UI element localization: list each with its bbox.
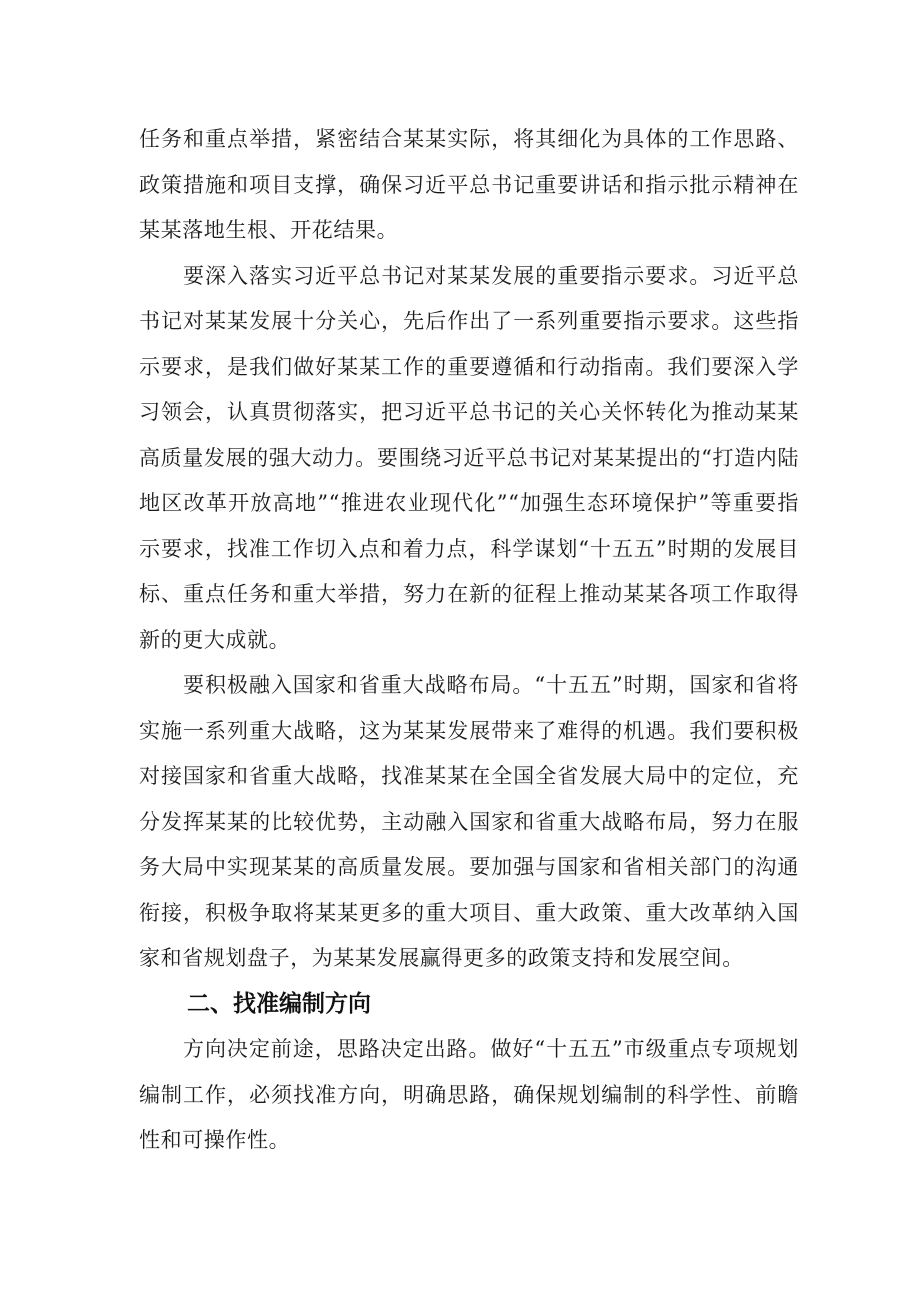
paragraph-strategy: 要积极融入国家和省重大战略布局。“十五五”时期，国家和省将实施一系列重大战略，这为某某发展带来了难得的机遇。我们要积极对接国家和省重大战略，找准某某在全国全省发展大局中的定位，充分发挥某某的比较优势，主动融入国家和省重大战略布局，努力在服务大局中实现某某的高质量发展。要加强与国家和省相关部门的沟通衔接，积极争取将某某更多的重大项目、重大政策、重大改革纳入国家和省规划盘子，为某某发展赢得更多的政策支持和发展空间。 — [139, 673, 799, 970]
section-heading: 二、找准编制方向 — [187, 990, 371, 1017]
paragraph-continuation: 任务和重点举措，紧密结合某某实际，将其细化为具体的工作思路、政策措施和项目支撑，确保习近平总书记重要讲话和指示批示精神在某某落地生根、开花结果。 — [139, 127, 799, 242]
document-body — [139, 117, 799, 1164]
paragraph-instructions: 要深入落实习近平总书记对某某发展的重要指示要求。习近平总书记对某某发展十分关心，先后作出了一系列重要指示要求。这些指示要求，是我们做好某某工作的重要遵循和行动指南。我们要深入学习领会，认真贯彻落实，把习近平总书记的关心关怀转化为推动某某高质量发展的强大动力。要围绕习近平总书记对某某提出的“打造内陆地区改革开放高地”“推进农业现代化”“加强生态环境保护”等重要指示要求，找准工作切入点和着力点，科学谋划“十五五”时期的发展目标、重点任务和重大举措，努力在新的征程上推动某某各项工作取得新的更大成就。 — [139, 263, 799, 652]
paragraph-direction: 方向决定前途，思路决定出路。做好“十五五”市级重点专项规划编制工作，必须找准方向，明确思路，确保规划编制的科学性、前瞻性和可操作性。 — [139, 1037, 799, 1152]
